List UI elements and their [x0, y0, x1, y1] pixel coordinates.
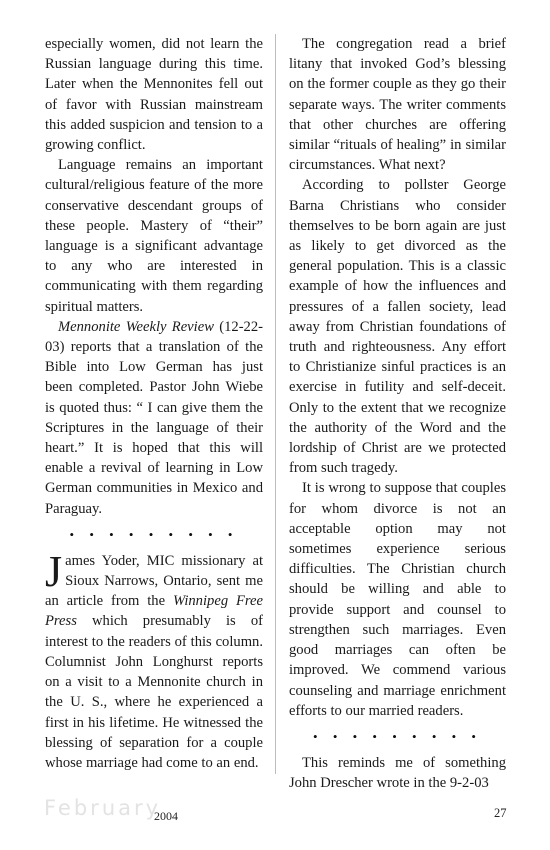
paragraph: The congregation read a brief litany that invoked God’s blessing on the former couple as they go their separate ways. The writer comments that other churches are offering similar “rituals of healing” in similar circumstances. What next?: [289, 36, 506, 174]
paragraph-text: which presumably is of interest to the readers of this column. Columnist John Longhurst reports on a visit to a Mennonite church in the U. S., where he experienced a first in his lifetime. He witnessed the blessing of separation for a couple whose marriage had come to an end.: [45, 613, 263, 771]
paragraph: especially women, did not learn the Russian language during this time. Later when the Mennonites fell out of favor with Russian mainstream this added suspicion and tension to a growing conflict.: [45, 36, 263, 154]
right-column: [289, 34, 506, 793]
paragraph-text: ames Yoder, MIC missionary at Sioux Narrows, Ontario, sent me an article from the: [45, 552, 263, 610]
page-number: 27: [494, 806, 507, 820]
paragraph: According to pollster George Barna Christians who consider themselves to be born again are just as likely to get divorced as the general population. This is a classic example of how the influences and pressures of a fallen society, lead away from Christian foundations of truth and righteousness. Any effort to Christianize sinful practices is an exercise in futility and self-deceit. Only to the extent that we recognize the authority of the Word and the lordship of Christ are we protected from such tragedy.: [289, 177, 506, 477]
footer-year: 2004: [154, 809, 178, 823]
drop-cap: J: [45, 546, 63, 596]
publication-title: Mennonite Weekly Review: [58, 318, 214, 335]
column-divider: [275, 34, 276, 774]
section-divider: • • • • • • • • •: [313, 728, 482, 744]
paragraph: Language remains an important cultural/religious feature of the more conservative descendant groups of these people. Mastery of “their” language is a significant advantage to any who are interested in communicating with them regarding spiritual matters.: [45, 157, 263, 315]
paragraph-text: (12-22-03) reports that a translation of the Bible into Low German has just been completed. Pastor John Wiebe is quoted thus: “ I can give them the Scriptures in the language of their heart.” It is hoped that this will enable a revival of learning in Low German communities in Mexico and Paraguay.: [45, 318, 264, 517]
paragraph: [45, 317, 263, 519]
paragraph: [45, 546, 264, 773]
paragraph: This reminds me of something John Drescher wrote in the 9-2-03: [289, 754, 506, 792]
paragraph: It is wrong to suppose that couples for whom divorce is not an acceptable option may not sometimes experience serious difficulties. The Christian church should be willing and able to provide support and counsel to strengthen such marriages. Even good marriages can often be improved. We commend various counseling and marriage enrichment efforts to our married readers.: [289, 480, 506, 719]
publication-title: Winnipeg Free Press: [45, 593, 264, 630]
footer-month: February: [44, 796, 162, 820]
section-divider: • • • • • • • • •: [69, 526, 239, 542]
left-column: [45, 34, 263, 773]
